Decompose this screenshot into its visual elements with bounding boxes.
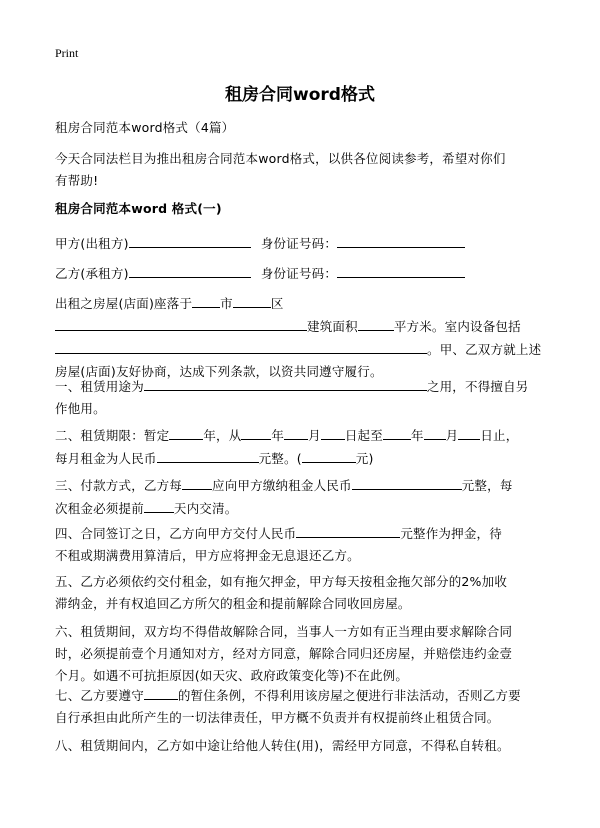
section-title: 租房合同范本word 格式(一) (55, 201, 222, 216)
clause-5: 五、乙方必须依约交付租金，如有拖欠押金，甲方每天按租金拖欠部分的2%加收 滞纳金，并有权追回乙方所欠的租金和提前解除合同收回房屋。 (55, 574, 508, 611)
property-paragraph: 出租之房屋(店面)座落于 市 区 建筑面积 平方米。室内设备包括 。甲、乙双方就上述 房屋(店面)友好协商，达成下列条款，以资共同遵守履行。 (55, 292, 547, 383)
intro-paragraph: 今天合同法栏目为推出租房合同范本word格式，以供各位阅读参考，希望对你们 有帮助! (55, 151, 506, 188)
party-b-id-blank (337, 262, 465, 278)
clause-2: 二、租赁期限：暂定 年，从 年 月 日起至 年 月 日止， 每月租金为人民币 元整。( 元) (55, 424, 547, 470)
clause-4: 四、合同签订之日，乙方向甲方交付人民币 元整作为押金，待 不租或期满费用算清后，甲方应将押金无息退还乙方。 (55, 522, 547, 567)
party-b-name-blank (129, 262, 251, 278)
print-label: Print (55, 46, 79, 60)
party-a-id-blank (337, 232, 465, 248)
clause-1: 一、租赁用途为 之用，不得擅自另 作他用。 (55, 375, 547, 420)
subtitle: 租房合同范本word格式（4篇） (55, 120, 235, 135)
party-b-line: 乙方(承租方) 身份证号码： (55, 262, 547, 285)
clause-7: 七、乙方要遵守 的暂住条例，不得利用该房屋之便进行非法活动，否则乙方要 自行承担由此所产生的一切法律责任，甲方概不负责并有权提前终止租赁合同。 (55, 684, 547, 729)
clause-3: 三、付款方式，乙方每 应向甲方缴纳租金人民币 元整，每 次租金必须提前 天内交清。 (55, 474, 547, 520)
party-a-line: 甲方(出租方) 身份证号码： (55, 232, 547, 255)
clause-8: 八、租赁期间内，乙方如中途让给他人转住(用)，需经甲方同意，不得私自转租。 (55, 738, 510, 753)
page-title: 租房合同word格式 (225, 85, 375, 105)
party-a-name-blank (129, 232, 251, 248)
clause-6: 六、租赁期间，双方均不得借故解除合同，当事人一方如有正当理由要求解除合同 时，必须提前壹个月通知对方，经对方同意，解除合同归还房屋，并赔偿违约金壹 个月。如遇不可抗拒原因(如天灾、政府政策变化等)不在此例。 (55, 624, 513, 683)
